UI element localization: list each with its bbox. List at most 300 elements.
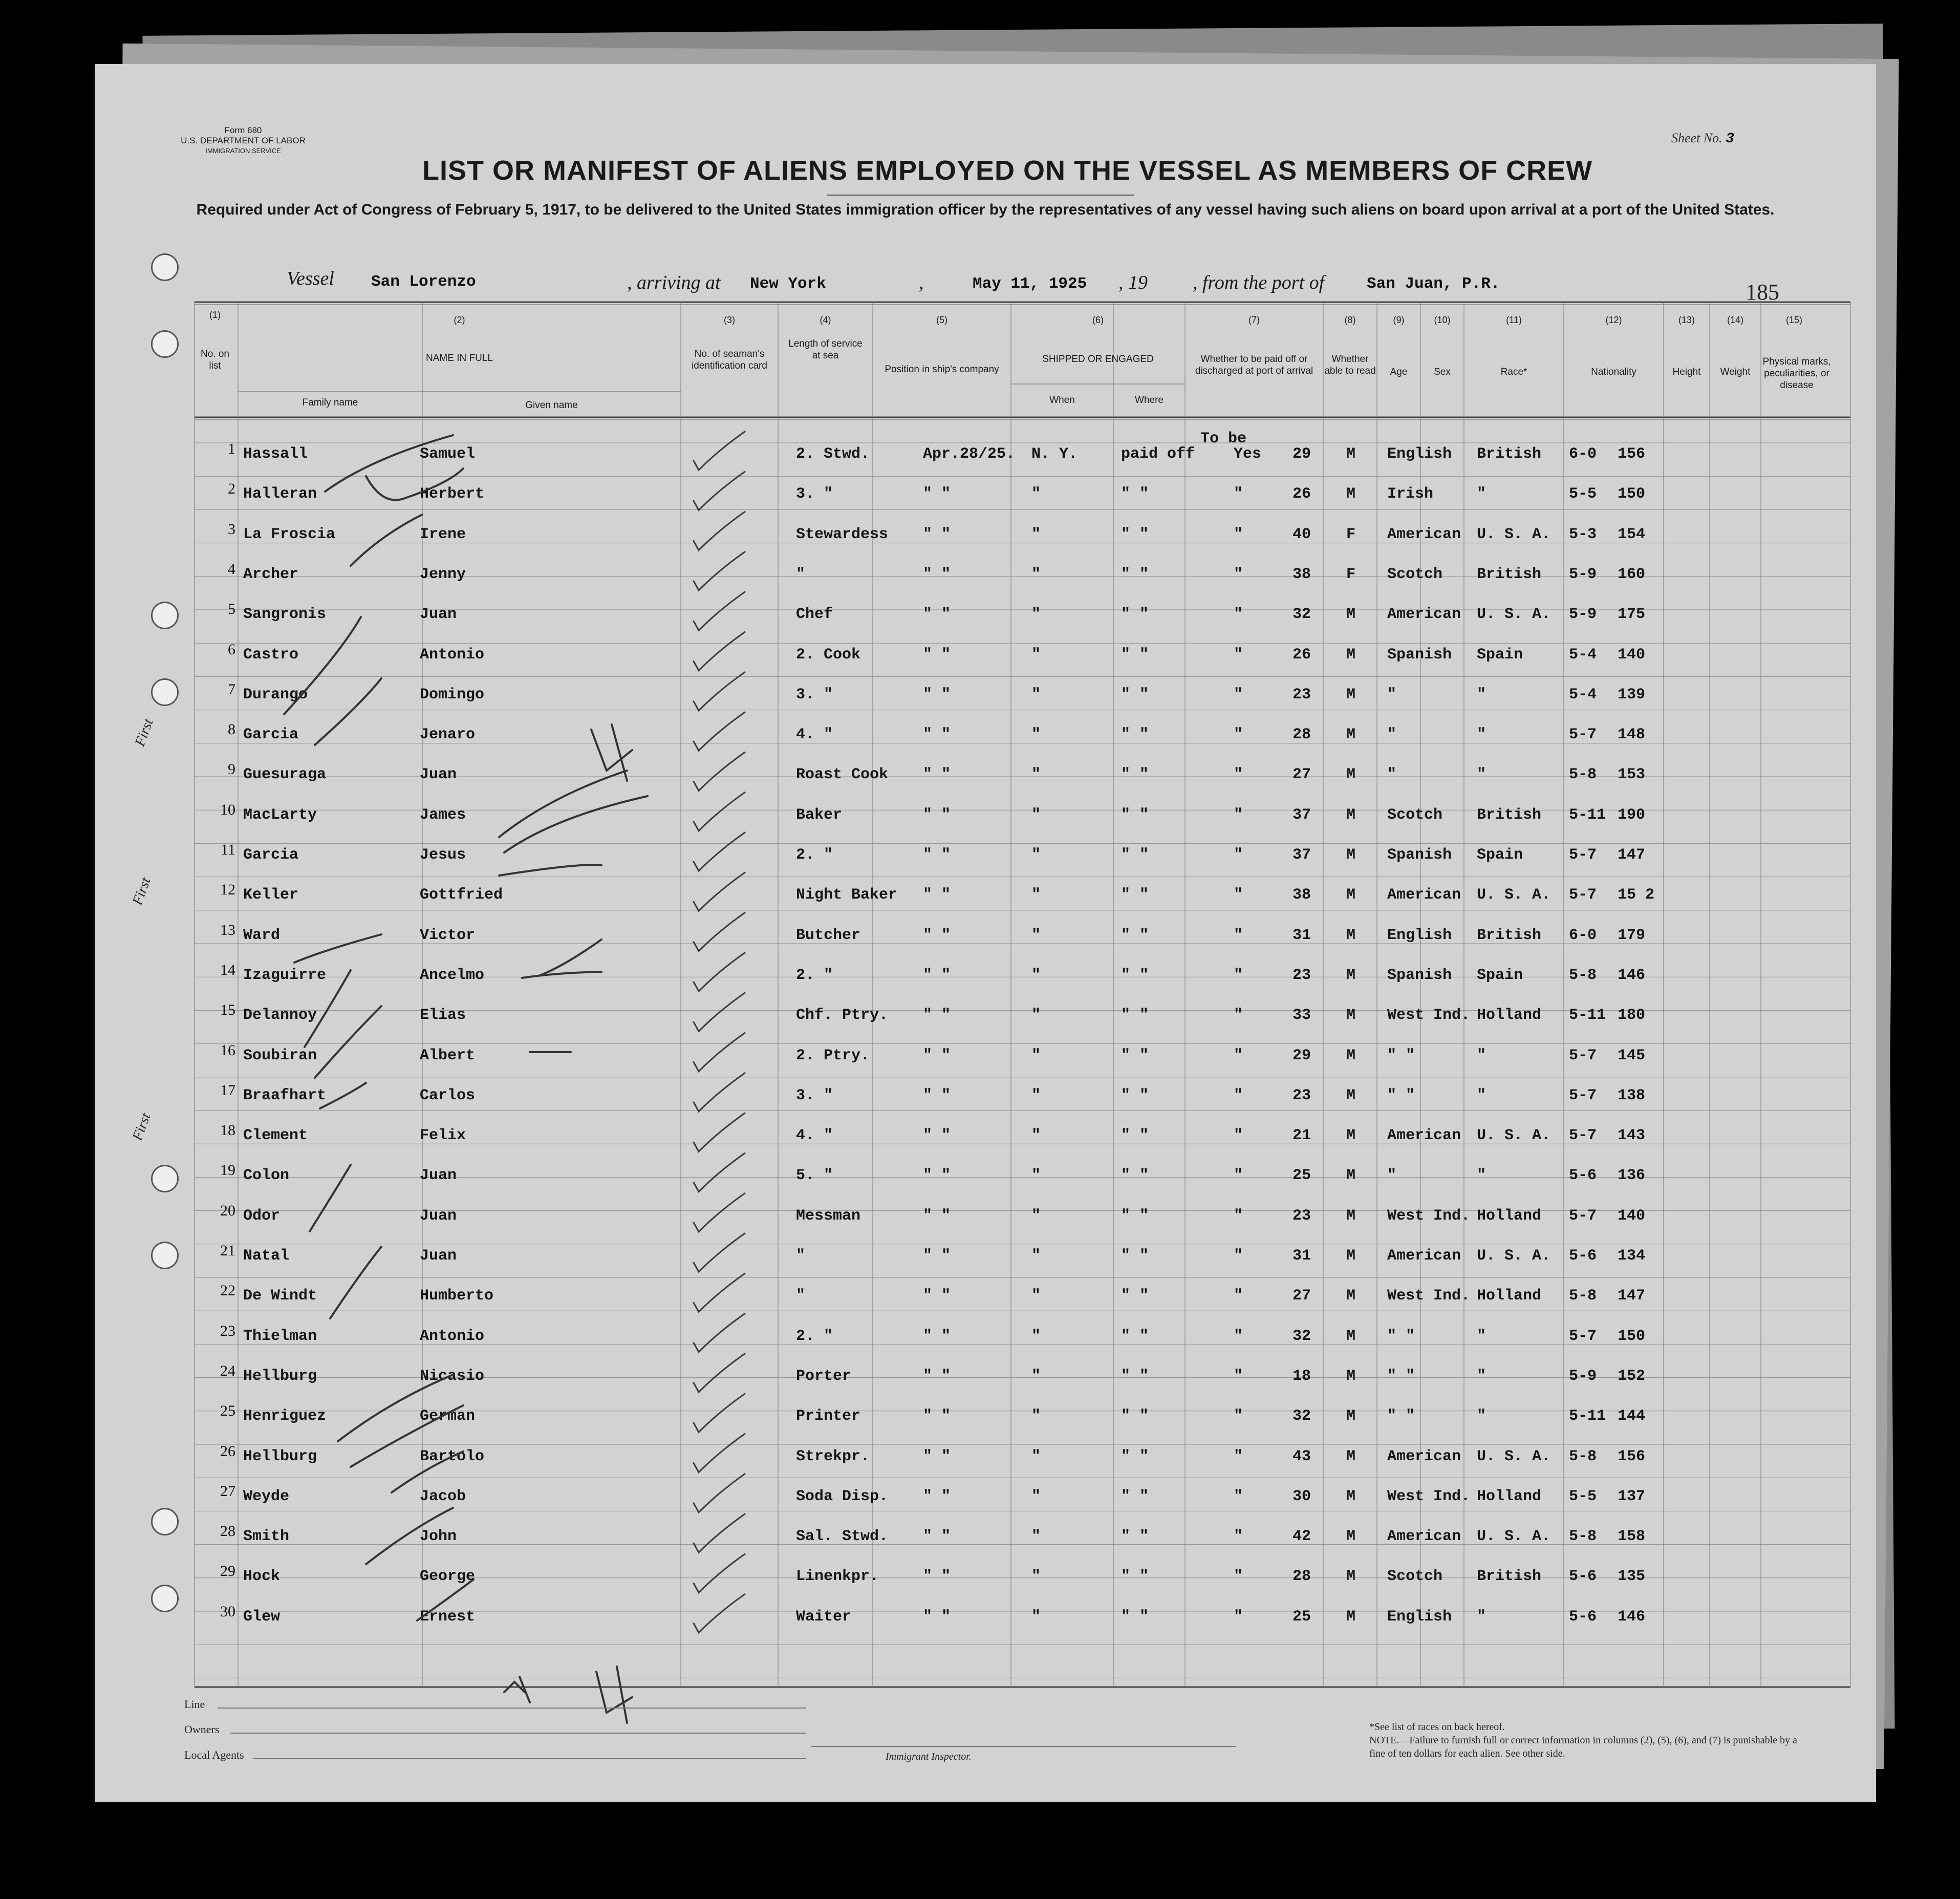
cell-race: " xyxy=(1387,766,1397,784)
cell-when: " " xyxy=(923,565,951,583)
col5-header: Position in ship's company xyxy=(885,364,999,375)
cell-paid: " " xyxy=(1121,646,1149,664)
cell-read: " xyxy=(1234,1568,1243,1586)
cell-where: " xyxy=(1031,606,1041,624)
cell-family: Henriguez xyxy=(243,1407,327,1425)
cell-weight: 156 xyxy=(1618,445,1646,463)
cell-race: American xyxy=(1387,525,1461,543)
check-mark xyxy=(694,1594,745,1633)
cell-no: 11 xyxy=(221,841,235,858)
cell-weight: 146 xyxy=(1618,966,1646,984)
cell-age: 37 xyxy=(1293,806,1311,824)
cell-race: American xyxy=(1387,886,1461,904)
cell-family: Hellburg xyxy=(243,1367,317,1385)
check-mark xyxy=(366,1508,453,1564)
cell-family: De Windt xyxy=(243,1287,317,1305)
check-mark xyxy=(694,1113,745,1151)
cell-height: 5-3 xyxy=(1569,525,1597,543)
cell-nationality: Holland xyxy=(1477,1287,1542,1305)
cell-where: " xyxy=(1031,1367,1041,1385)
cell-weight: 190 xyxy=(1618,806,1646,824)
cell-position: 3. " xyxy=(796,485,833,503)
cell-given: Jenaro xyxy=(420,726,476,744)
cell-given: Gottfried xyxy=(420,886,503,904)
cell-no: 9 xyxy=(228,761,235,778)
cell-position: 3. " xyxy=(796,1086,833,1104)
col12-number: (12) xyxy=(1605,315,1622,325)
cell-position: Chef xyxy=(796,606,833,624)
cell-weight: 136 xyxy=(1618,1167,1646,1185)
cell-family: Garcia xyxy=(243,846,299,864)
cell-no: 30 xyxy=(220,1603,235,1620)
cell-family: Clement xyxy=(243,1127,308,1145)
cell-no: 27 xyxy=(220,1482,235,1500)
cell-where: " xyxy=(1031,1247,1041,1265)
cell-where: " xyxy=(1031,1086,1041,1104)
cell-given: Felix xyxy=(420,1127,466,1145)
cell-sex: M xyxy=(1346,606,1356,624)
cell-age: 25 xyxy=(1293,1167,1311,1185)
cell-sex: M xyxy=(1346,1047,1356,1064)
cell-sex: M xyxy=(1346,1287,1356,1305)
cell-read: " xyxy=(1234,1086,1243,1104)
cell-age: 21 xyxy=(1293,1127,1311,1145)
cell-age: 29 xyxy=(1293,1047,1311,1064)
cell-paid: " " xyxy=(1121,565,1149,583)
cell-when: " " xyxy=(923,1568,951,1586)
cell-sex: M xyxy=(1346,886,1356,904)
cell-no: 21 xyxy=(220,1242,235,1259)
cell-paid: " " xyxy=(1121,726,1149,744)
page-title: LIST OR MANIFEST OF ALIENS EMPLOYED ON THE VESSEL AS MEMBERS OF CREW xyxy=(422,155,1593,186)
check-mark xyxy=(694,552,745,590)
cell-read: Yes xyxy=(1234,445,1262,463)
cell-weight: 158 xyxy=(1618,1528,1646,1546)
check-mark xyxy=(694,1153,745,1191)
cell-read: " xyxy=(1234,1247,1243,1265)
cell-paid: " " xyxy=(1121,1247,1149,1265)
cell-sex: M xyxy=(1346,646,1356,664)
cell-read: " xyxy=(1234,565,1243,583)
col1-number: (1) xyxy=(209,310,221,320)
sheet-number: 3 xyxy=(1726,131,1734,147)
cell-family: Colon xyxy=(243,1167,290,1185)
cell-where: N. Y. xyxy=(1031,445,1078,463)
cell-no: 17 xyxy=(220,1081,235,1099)
cell-read: " xyxy=(1234,726,1243,744)
cell-given: Albert xyxy=(420,1047,476,1064)
handwritten-4 xyxy=(591,724,632,781)
cell-nationality: British xyxy=(1477,926,1542,944)
cell-height: 6-0 xyxy=(1569,445,1597,463)
cell-weight: 147 xyxy=(1618,1287,1646,1305)
check-mark xyxy=(694,913,745,951)
col8-number: (8) xyxy=(1344,315,1356,325)
cell-age: 23 xyxy=(1293,686,1311,703)
year-label: , 19 xyxy=(1118,272,1148,293)
cell-family: Natal xyxy=(243,1247,290,1265)
cell-sex: M xyxy=(1346,1568,1356,1586)
cell-family: Sangronis xyxy=(243,606,327,624)
cell-height: 5-8 xyxy=(1569,766,1597,784)
cell-weight: 145 xyxy=(1618,1047,1646,1064)
cell-where: " xyxy=(1031,1528,1041,1546)
cell-position: Messman xyxy=(796,1207,861,1225)
cell-height: 6-0 xyxy=(1569,926,1597,944)
check-mark xyxy=(284,617,361,714)
cell-given: Juan xyxy=(420,1247,457,1265)
cell-nationality: Holland xyxy=(1477,1007,1542,1025)
cell-sex: M xyxy=(1346,766,1356,784)
check-mark xyxy=(325,435,453,492)
cell-position: 2. Ptry. xyxy=(796,1047,870,1064)
cell-no: 12 xyxy=(220,881,235,899)
cell-when: " " xyxy=(923,1608,951,1626)
check-mark xyxy=(694,833,745,871)
cell-no: 5 xyxy=(228,601,235,618)
cell-sex: M xyxy=(1346,1608,1356,1626)
cell-age: 26 xyxy=(1293,646,1311,664)
comma: , xyxy=(919,272,924,293)
cell-nationality: Spain xyxy=(1477,966,1523,984)
check-mark xyxy=(417,1580,473,1620)
check-mark xyxy=(694,712,745,751)
cell-when: " " xyxy=(923,1086,951,1104)
cell-no: 23 xyxy=(220,1322,235,1339)
cell-height: 5-11 xyxy=(1569,806,1606,824)
cell-nationality: U. S. A. xyxy=(1477,525,1551,543)
cell-race: West Ind. xyxy=(1387,1287,1471,1305)
check-mark xyxy=(694,472,745,510)
inspector-rule xyxy=(811,1746,1236,1747)
cell-weight: 138 xyxy=(1618,1086,1646,1104)
cell-read: " xyxy=(1234,806,1243,824)
cell-paid: " " xyxy=(1121,966,1149,984)
check-mark xyxy=(694,432,745,470)
cell-race: American xyxy=(1387,1247,1461,1265)
cell-given: John xyxy=(420,1528,457,1546)
col4-number: (4) xyxy=(820,315,831,325)
cell-no: 29 xyxy=(220,1563,235,1580)
check-mark xyxy=(694,953,745,991)
cell-nationality: " xyxy=(1477,726,1487,744)
sheet-number-label: Sheet No. xyxy=(1671,131,1722,145)
check-mark xyxy=(694,993,745,1031)
cell-sex: M xyxy=(1346,1247,1356,1265)
cell-position: 2. " xyxy=(796,1327,833,1345)
cell-height: 5-8 xyxy=(1569,1528,1597,1546)
cell-height: 5-5 xyxy=(1569,1487,1597,1505)
cell-race: West Ind. xyxy=(1387,1207,1471,1225)
cell-weight: 175 xyxy=(1618,606,1646,624)
cell-given: Antonio xyxy=(420,1327,485,1345)
cell-paid: " " xyxy=(1121,1047,1149,1064)
cell-where: " xyxy=(1031,565,1041,583)
cell-paid: " " xyxy=(1121,686,1149,703)
cell-age: 42 xyxy=(1293,1528,1311,1546)
form-number: Form 680 xyxy=(224,125,262,135)
cell-paid: " " xyxy=(1121,1327,1149,1345)
cell-where: " xyxy=(1031,1007,1041,1025)
cell-nationality: British xyxy=(1477,445,1542,463)
cell-when: " " xyxy=(923,1207,951,1225)
cell-family: Hellburg xyxy=(243,1447,317,1465)
cell-read: " xyxy=(1234,1167,1243,1185)
cell-paid: " " xyxy=(1121,606,1149,624)
cell-nationality: " xyxy=(1477,1327,1487,1345)
check-mark xyxy=(694,1434,745,1473)
cell-nationality: U. S. A. xyxy=(1477,1447,1551,1465)
check-mark xyxy=(315,678,381,745)
cell-position: Butcher xyxy=(796,926,861,944)
cell-family: Delannoy xyxy=(243,1007,317,1025)
cell-family: Weyde xyxy=(243,1487,290,1505)
cell-given: Bartolo xyxy=(420,1447,485,1465)
cell-age: 40 xyxy=(1293,525,1311,543)
col3-header: No. of seaman's identification card xyxy=(692,349,767,371)
cell-race: Scotch xyxy=(1387,1568,1443,1586)
cell-read: " xyxy=(1234,1528,1243,1546)
cell-where: " xyxy=(1031,1407,1041,1425)
col6-number: (6) xyxy=(1092,315,1104,325)
check-mark xyxy=(499,865,601,876)
cell-family: Glew xyxy=(243,1608,281,1626)
form-service: IMMIGRATION SERVICE xyxy=(205,147,281,155)
cell-paid: " " xyxy=(1121,1207,1149,1225)
cell-race: Spanish xyxy=(1387,846,1452,864)
cell-paid: " " xyxy=(1121,806,1149,824)
cell-family: Odor xyxy=(243,1207,281,1225)
cell-position: Night Baker xyxy=(796,886,898,904)
cell-height: 5-6 xyxy=(1569,1167,1597,1185)
cell-family: Hock xyxy=(243,1568,281,1586)
cell-nationality: British xyxy=(1477,806,1542,824)
cell-no: 26 xyxy=(220,1442,235,1460)
cell-read: " xyxy=(1234,606,1243,624)
cell-paid: " " xyxy=(1121,766,1149,784)
cell-race: " " xyxy=(1387,1407,1415,1425)
cell-where: " xyxy=(1031,1127,1041,1145)
handwritten-4 xyxy=(504,1677,530,1702)
cell-position: Baker xyxy=(796,806,843,824)
cell-no: 20 xyxy=(220,1202,235,1219)
from-port-label: , from the port of xyxy=(1193,272,1325,293)
check-mark xyxy=(315,1006,381,1078)
cell-position: 3. " xyxy=(796,686,833,703)
cell-weight: 160 xyxy=(1618,565,1646,583)
cell-height: 5-7 xyxy=(1569,1086,1597,1104)
cell-race: Irish xyxy=(1387,485,1434,503)
family-name-header: Family name xyxy=(302,397,358,408)
cell-when: " " xyxy=(923,485,951,503)
check-mark xyxy=(366,468,463,500)
cell-position: " xyxy=(796,565,806,583)
col2-header: NAME IN FULL xyxy=(426,353,493,364)
cell-weight: 144 xyxy=(1618,1407,1646,1425)
col14-header: Weight xyxy=(1720,367,1751,377)
cell-age: 29 xyxy=(1293,445,1311,463)
cell-sex: M xyxy=(1346,1167,1356,1185)
cell-given: Domingo xyxy=(420,686,485,703)
cell-sex: M xyxy=(1346,726,1356,744)
cell-height: 5-8 xyxy=(1569,1287,1597,1305)
check-mark xyxy=(694,1474,745,1512)
cell-weight: 156 xyxy=(1618,1447,1646,1465)
cell-sex: M xyxy=(1346,1207,1356,1225)
cell-where: " xyxy=(1031,966,1041,984)
cell-height: 5-8 xyxy=(1569,966,1597,984)
cell-weight: 140 xyxy=(1618,1207,1646,1225)
cell-height: 5-8 xyxy=(1569,1447,1597,1465)
cell-given: Jacob xyxy=(420,1487,466,1505)
cell-where: " xyxy=(1031,1487,1041,1505)
margin-note: First xyxy=(129,1111,154,1143)
cell-nationality: " xyxy=(1477,1047,1487,1064)
cell-position: Linenkpr. xyxy=(796,1568,879,1586)
cell-race: Scotch xyxy=(1387,806,1443,824)
cell-race: " " xyxy=(1387,1086,1415,1104)
cell-when: " " xyxy=(923,606,951,624)
check-mark xyxy=(504,796,648,852)
cell-family: Izaguirre xyxy=(243,966,327,984)
cell-read: " xyxy=(1234,1447,1243,1465)
handwritten-4 xyxy=(596,1667,632,1723)
cell-family: Garcia xyxy=(243,726,299,744)
cell-position: 2. Stwd. xyxy=(796,445,870,463)
cell-weight: 147 xyxy=(1618,846,1646,864)
margin-note: First xyxy=(132,716,157,749)
cell-when: " " xyxy=(923,1528,951,1546)
cell-when: " " xyxy=(923,1447,951,1465)
cell-paid: " " xyxy=(1121,1127,1149,1145)
cell-given: Ancelmo xyxy=(420,966,485,984)
check-mark xyxy=(694,1554,745,1592)
cell-age: 38 xyxy=(1293,886,1311,904)
col13-header: Height xyxy=(1672,367,1701,377)
vessel-label: Vessel xyxy=(287,268,334,289)
check-mark xyxy=(351,515,422,566)
cell-family: Keller xyxy=(243,886,299,904)
cell-paid: " " xyxy=(1121,525,1149,543)
cell-paid: " " xyxy=(1121,1007,1149,1025)
check-mark xyxy=(694,1273,745,1312)
cell-when: " " xyxy=(923,646,951,664)
cell-given: Juan xyxy=(420,606,457,624)
cell-family: La Froscia xyxy=(243,525,336,543)
cell-no: 7 xyxy=(228,680,235,698)
col3-number: (3) xyxy=(724,315,735,325)
cell-read: " xyxy=(1234,686,1243,703)
cell-nationality: U. S. A. xyxy=(1477,1127,1551,1145)
cell-nationality: Spain xyxy=(1477,646,1523,664)
cell-given: Jenny xyxy=(420,565,466,583)
check-mark xyxy=(694,1354,745,1392)
check-mark xyxy=(694,1073,745,1112)
cell-no: 25 xyxy=(220,1402,235,1420)
cell-race: " xyxy=(1387,686,1397,703)
col1-header: No. on list xyxy=(201,349,229,371)
cell-read: " xyxy=(1234,1487,1243,1505)
cell-weight: 135 xyxy=(1618,1568,1646,1586)
check-mark xyxy=(694,672,745,711)
check-mark xyxy=(694,1514,745,1552)
cell-where: " xyxy=(1031,485,1041,503)
cell-given: Juan xyxy=(420,1207,457,1225)
cell-where: " xyxy=(1031,1207,1041,1225)
cell-weight: 152 xyxy=(1618,1367,1646,1385)
cell-family: Smith xyxy=(243,1528,290,1546)
check-mark xyxy=(694,592,745,630)
cell-height: 5-11 xyxy=(1569,1007,1606,1025)
cell-given: Carlos xyxy=(420,1086,476,1104)
cell-where: " xyxy=(1031,1447,1041,1465)
given-name-header: Given name xyxy=(525,400,578,411)
check-mark xyxy=(694,872,745,911)
cell-nationality: " xyxy=(1477,686,1487,703)
col15-number: (15) xyxy=(1785,315,1802,325)
cell-no: 2 xyxy=(228,480,235,498)
cell-height: 5-9 xyxy=(1569,565,1597,583)
cell-no: 16 xyxy=(220,1041,235,1059)
cell-paid: " " xyxy=(1121,926,1149,944)
cell-family: Hassall xyxy=(243,445,308,463)
cell-where: " xyxy=(1031,926,1041,944)
cell-when: " " xyxy=(923,1127,951,1145)
cell-nationality: " xyxy=(1477,1407,1487,1425)
cell-given: Juan xyxy=(420,1167,457,1185)
cell-age: 23 xyxy=(1293,1207,1311,1225)
cell-where: " xyxy=(1031,1047,1041,1064)
cell-family: Halleran xyxy=(243,485,317,503)
cell-weight: 15 2 xyxy=(1618,886,1655,904)
cell-where: " xyxy=(1031,1167,1041,1185)
cell-position: Printer xyxy=(796,1407,861,1425)
col4-header: Length of service at sea xyxy=(788,338,863,361)
cell-height: 5-7 xyxy=(1569,1327,1597,1345)
cell-race: English xyxy=(1387,926,1452,944)
cell-age: 18 xyxy=(1293,1367,1311,1385)
cell-read: " xyxy=(1234,926,1243,944)
check-mark xyxy=(694,752,745,791)
cell-age: 32 xyxy=(1293,606,1311,624)
cell-height: 5-6 xyxy=(1569,1608,1597,1626)
cell-family: Archer xyxy=(243,565,299,583)
col9-header: Age xyxy=(1390,367,1408,377)
cell-when: " " xyxy=(923,726,951,744)
owners-label: Owners xyxy=(184,1723,220,1736)
cell-no: 22 xyxy=(220,1282,235,1299)
cell-family: Braafhart xyxy=(243,1086,327,1104)
cell-family: MacLarty xyxy=(243,806,317,824)
cell-nationality: U. S. A. xyxy=(1477,1528,1551,1546)
cell-height: 5-9 xyxy=(1569,1367,1597,1385)
cell-when: Apr.28/25. xyxy=(923,445,1016,463)
cell-sex: M xyxy=(1346,485,1356,503)
cell-when: " " xyxy=(923,1367,951,1385)
cell-sex: M xyxy=(1346,966,1356,984)
cell-when: " " xyxy=(923,1007,951,1025)
cell-height: 5-4 xyxy=(1569,646,1597,664)
cell-read: " xyxy=(1234,1327,1243,1345)
check-mark xyxy=(694,632,745,671)
check-mark xyxy=(310,1165,351,1231)
cell-age: 43 xyxy=(1293,1447,1311,1465)
cell-given: Jesus xyxy=(420,846,466,864)
cell-family: Soubiran xyxy=(243,1047,317,1064)
cell-paid: " " xyxy=(1121,1407,1149,1425)
col7-header: Whether to be paid off or discharged at port of arrival xyxy=(1195,354,1313,376)
cell-read: " xyxy=(1234,1007,1243,1025)
